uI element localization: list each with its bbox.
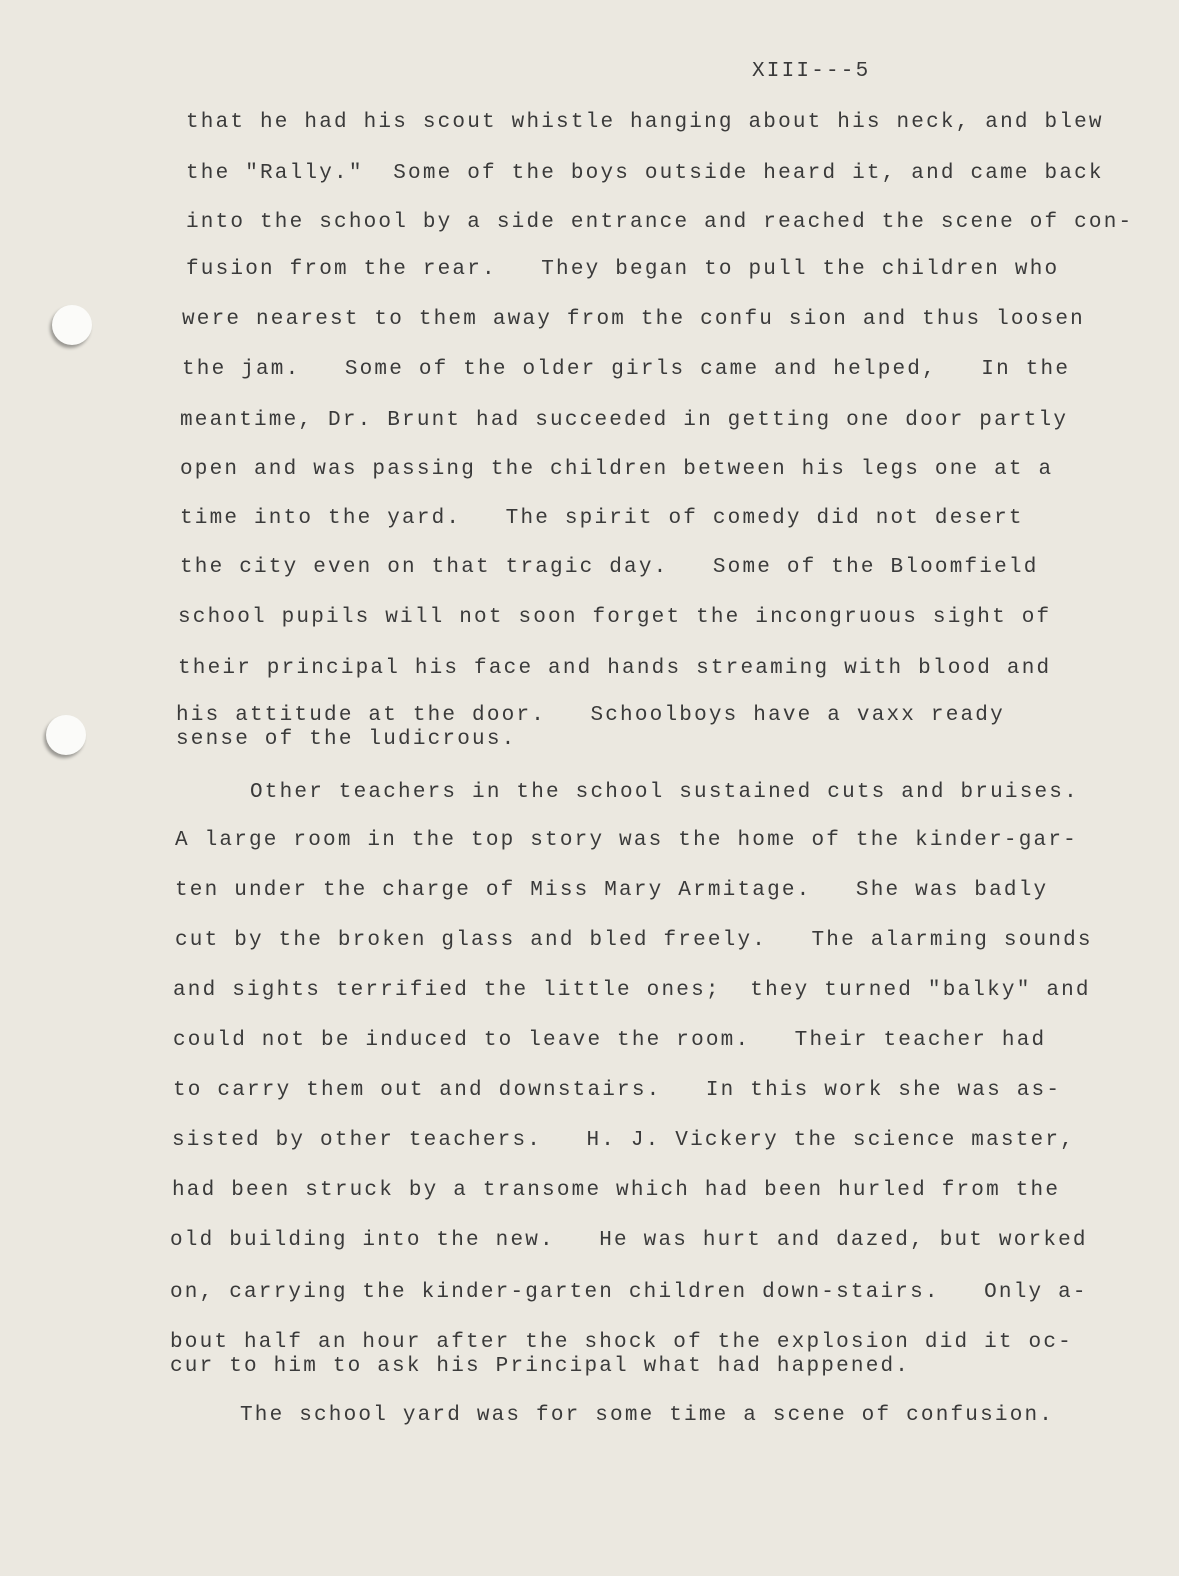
text-line: A large room in the top story was the home of the kinder-gar- bbox=[175, 829, 1078, 852]
text-line: to carry them out and downstairs. In this work she was as- bbox=[173, 1079, 1062, 1102]
page-number: XIII---5 bbox=[752, 60, 871, 83]
text-line: bout half an hour after the shock of the explosion did it oc- bbox=[170, 1331, 1073, 1354]
text-line: that he had his scout whistle hanging about his neck, and blew bbox=[186, 111, 1104, 134]
text-line: his attitude at the door. Schoolboys have a vaxx ready bbox=[176, 704, 1005, 727]
text-line: cut by the broken glass and bled freely. The alarming sounds bbox=[175, 929, 1093, 952]
text-line: fusion from the rear. They began to pull the children who bbox=[186, 258, 1060, 281]
punch-hole bbox=[52, 305, 92, 345]
text-line: ten under the charge of Miss Mary Armitage. She was badly bbox=[175, 879, 1049, 902]
text-line: on, carrying the kinder-garten children down-stairs. Only a- bbox=[170, 1281, 1088, 1304]
text-line: open and was passing the children between his legs one at a bbox=[180, 458, 1054, 481]
text-line: school pupils will not soon forget the incongruous sight of bbox=[178, 606, 1052, 629]
text-line: The school yard was for some time a scene of confusion. bbox=[240, 1404, 1055, 1427]
text-line: time into the yard. The spirit of comedy did not desert bbox=[180, 507, 1024, 530]
text-line: the city even on that tragic day. Some of the Bloomfield bbox=[180, 556, 1039, 579]
text-line: cur to him to ask his Principal what had happened. bbox=[170, 1355, 911, 1378]
text-line: the jam. Some of the older girls came and helped, In the bbox=[182, 358, 1071, 381]
text-line: their principal his face and hands streaming with blood and bbox=[178, 657, 1052, 680]
text-line: meantime, Dr. Brunt had succeeded in getting one door partly bbox=[180, 409, 1069, 432]
text-line: sisted by other teachers. H. J. Vickery the science master, bbox=[172, 1129, 1075, 1152]
text-line: old building into the new. He was hurt and dazed, but worked bbox=[170, 1229, 1088, 1252]
punch-hole bbox=[46, 715, 86, 755]
text-line: could not be induced to leave the room. Their teacher had bbox=[173, 1029, 1047, 1052]
text-line: had been struck by a transome which had been hurled from the bbox=[172, 1179, 1061, 1202]
text-line: Other teachers in the school sustained cuts and bruises. bbox=[250, 781, 1079, 804]
text-line: sense of the ludicrous. bbox=[176, 728, 517, 751]
text-line: were nearest to them away from the confu sion and thus loosen bbox=[182, 308, 1085, 331]
text-line: and sights terrified the little ones; they turned "balky" and bbox=[173, 979, 1091, 1002]
text-line: the "Rally." Some of the boys outside heard it, and came back bbox=[186, 162, 1104, 185]
text-line: into the school by a side entrance and reached the scene of con- bbox=[186, 211, 1134, 234]
